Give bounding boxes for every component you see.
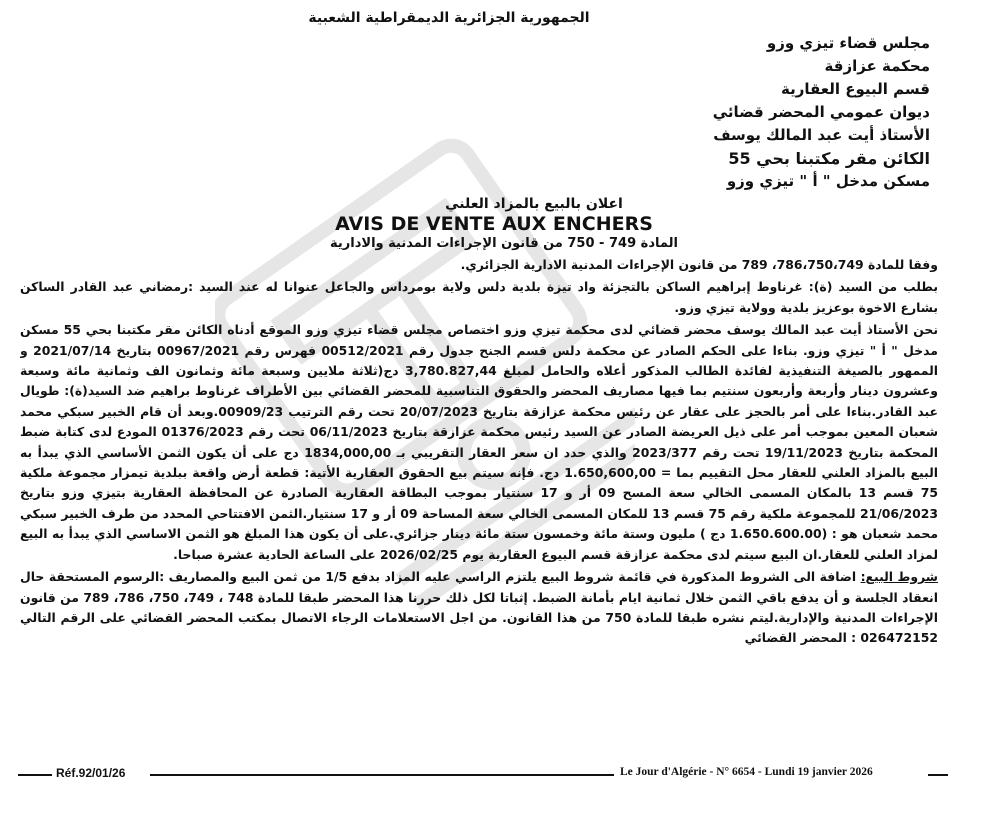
conditions-label: شروط البيع: [860, 569, 938, 585]
body-paragraph-conditions [20, 567, 938, 649]
header-line-office: ديوان عمومي المحضر قضائي [712, 103, 930, 121]
footer-rule-left [18, 774, 52, 776]
header-line-council: مجلس قضاء تيزي وزو [766, 34, 930, 52]
republic-heading: الجمهورية الجزائرية الديمقراطية الشعبية [308, 10, 590, 26]
notice-title-ar: اعلان بالبيع بالمزاد العلني [445, 196, 623, 212]
body-paragraph-main: نحن الأستاذ أيت عبد المالك يوسف محضر قضائي لدى محكمة تيزي وزو اختصاص مجلس قضاء تيزي وزو الموقع أدناه الكائن مقر مكتبنا بحي 55 مسكن مدخل " أ " تيزي وزو. بناءا على الحكم الصادر عن محكمة دلس قسم الجنح جدول رقم 00512/2021 فهرس رقم 00967/2021 بتاريخ 2021/07/14 و الممهور بالصيغة التنفيذية لفائدة الطالب المذكور أعلاه والحامل لمبلغ 3,780.827,44 دج(ثلاثة ملايين وسبعة مائة وثمانون الف وثمانية مائة وسبعة وعشرون دينار وأربعة وأربعون سنتيم بما فيها مصاريف المحضر والحقوق التناسبية للمحضر القضائي بين الأطراف غرناوط براهيم ضد السيد(ة): طويال عبد القادر.بناءا على أمر بالحجز على عقار عن رئيس محكمة عزازقة بتاريخ 20/07/2023 تحت رقم الترتيب 00909/23.وبعد أن قام الخبير سبكي محمد شعبان المعين بموجب أمر على ذيل العريضة الصادر عن السيد رئيس محكمة عزازقة بتاريخ 06/11/2023 تحت رقم 01376/2023 المودع لدى كتابة ضبط المحكمة بتاريخ 19/11/2023 تحت رقم 2023/377 والذي حدد ان سعر العقار التقريبي بـ 1834,000,00 دج على أن يكون الثمن الأساسي الذي يبدأ به البيع بالمزاد العلني للعقار محل التقييم بما = 1.650,600,00 دج. فإنه سيتم بيع الحقوق العقارية الأتية: قطعة أرض واقعة ببلدية تيمزار مجموعة ملكية 75 قسم 13 بالمكان المسمى الخالي سعة المسح 09 أر و 17 سنتيار بموجب البطاقة العقارية الصادرة عن المحافظة العقارية بتيزي وزو بتاريخ 21/06/2023 للمجموعة ملكية رقم 75 قسم 13 للمكان المسمى الخالي سعة المساحة 09 أر و 17 سنتيار.الثمن الافتتاحي المحدد من طرف الخبير سبكي محمد شعبان هو : (1.650.600.00 دج ) مليون وستة مائة وخمسون ستة مائة دينار جزائري.على أن يكون هذا المبلغ هو الثمن الاساسي الذي يبدأ به البيع لمزاد العلني للعقار.ان البيع سيتم لدى محكمة عزازقة قسم البيوع العقارية يوم 2026/02/25 على الساعة الحادية عشرة صباحا. [20, 322, 938, 562]
footer-reference: Réf.92/01/26 [56, 766, 126, 780]
body-paragraph-request: بطلب من السيد (ة): غرناوط إبراهيم الساكن بالتجزئة واد تيزة بلدية دلس ولاية بومرداس والجاعل عنوانا له عند السيد :رمضاني عبد القادر الساكن بشارع الاخوة بوعزيز بلدية وولاية تيزي وزو. [20, 279, 938, 315]
notice-title-fr: AVIS DE VENTE AUX ENCHERS [335, 213, 653, 235]
body-paragraph-law: وفقا للمادة 786،750،749، 789 من قانون الإجراءات المدنية الادارية الجزائري. [460, 257, 938, 272]
page-footer [0, 764, 981, 786]
bailiff-header [20, 32, 938, 193]
notice-articles: المادة 749 - 750 من قانون الإجراءات المدنية والادارية [330, 236, 678, 251]
header-line-bailiff: الأستاذ أيت عبد المالك يوسف [713, 126, 930, 144]
header-line-section: قسم البيوع العقارية [781, 80, 930, 98]
footer-rule-right [928, 774, 948, 776]
header-line-entrance: مسكن مدخل " أ " تيزي وزو [726, 172, 930, 190]
header-line-court: محكمة عزازقة [824, 57, 930, 75]
header-line-address: الكائن مقر مكتبنا بحي 55 [728, 149, 930, 168]
footer-imprint: Le Jour d'Algérie - N° 6654 - Lundi 19 janvier 2026 [620, 766, 873, 778]
conditions-text: اضافة الى الشروط المذكورة في قائمة شروط البيع يلتزم الراسي عليه المزاد بدفع 1/5 من ثمن البيع والمصاريف :الرسوم المستحقة حال انعقاد الجلسة و أن يدفع باقي الثمن خلال ثمانية ايام بأمانة الضبط. إثباتا لكل ذلك حررنا هذا المحضر طبقا للمادة 748 ، 749، 750، 786، 789 من قانون الإجراءات المدنية والإدارية.ليتم نشره طبقا للمادة 750 من هذا القانون. من اجل الاستعلامات الرجاء الاتصال بمكتب المحضر القضائي على الرقم التالي 026472152 : المحضر القضائي [20, 569, 938, 646]
footer-rule-middle [150, 774, 614, 776]
auction-notice [20, 8, 938, 778]
